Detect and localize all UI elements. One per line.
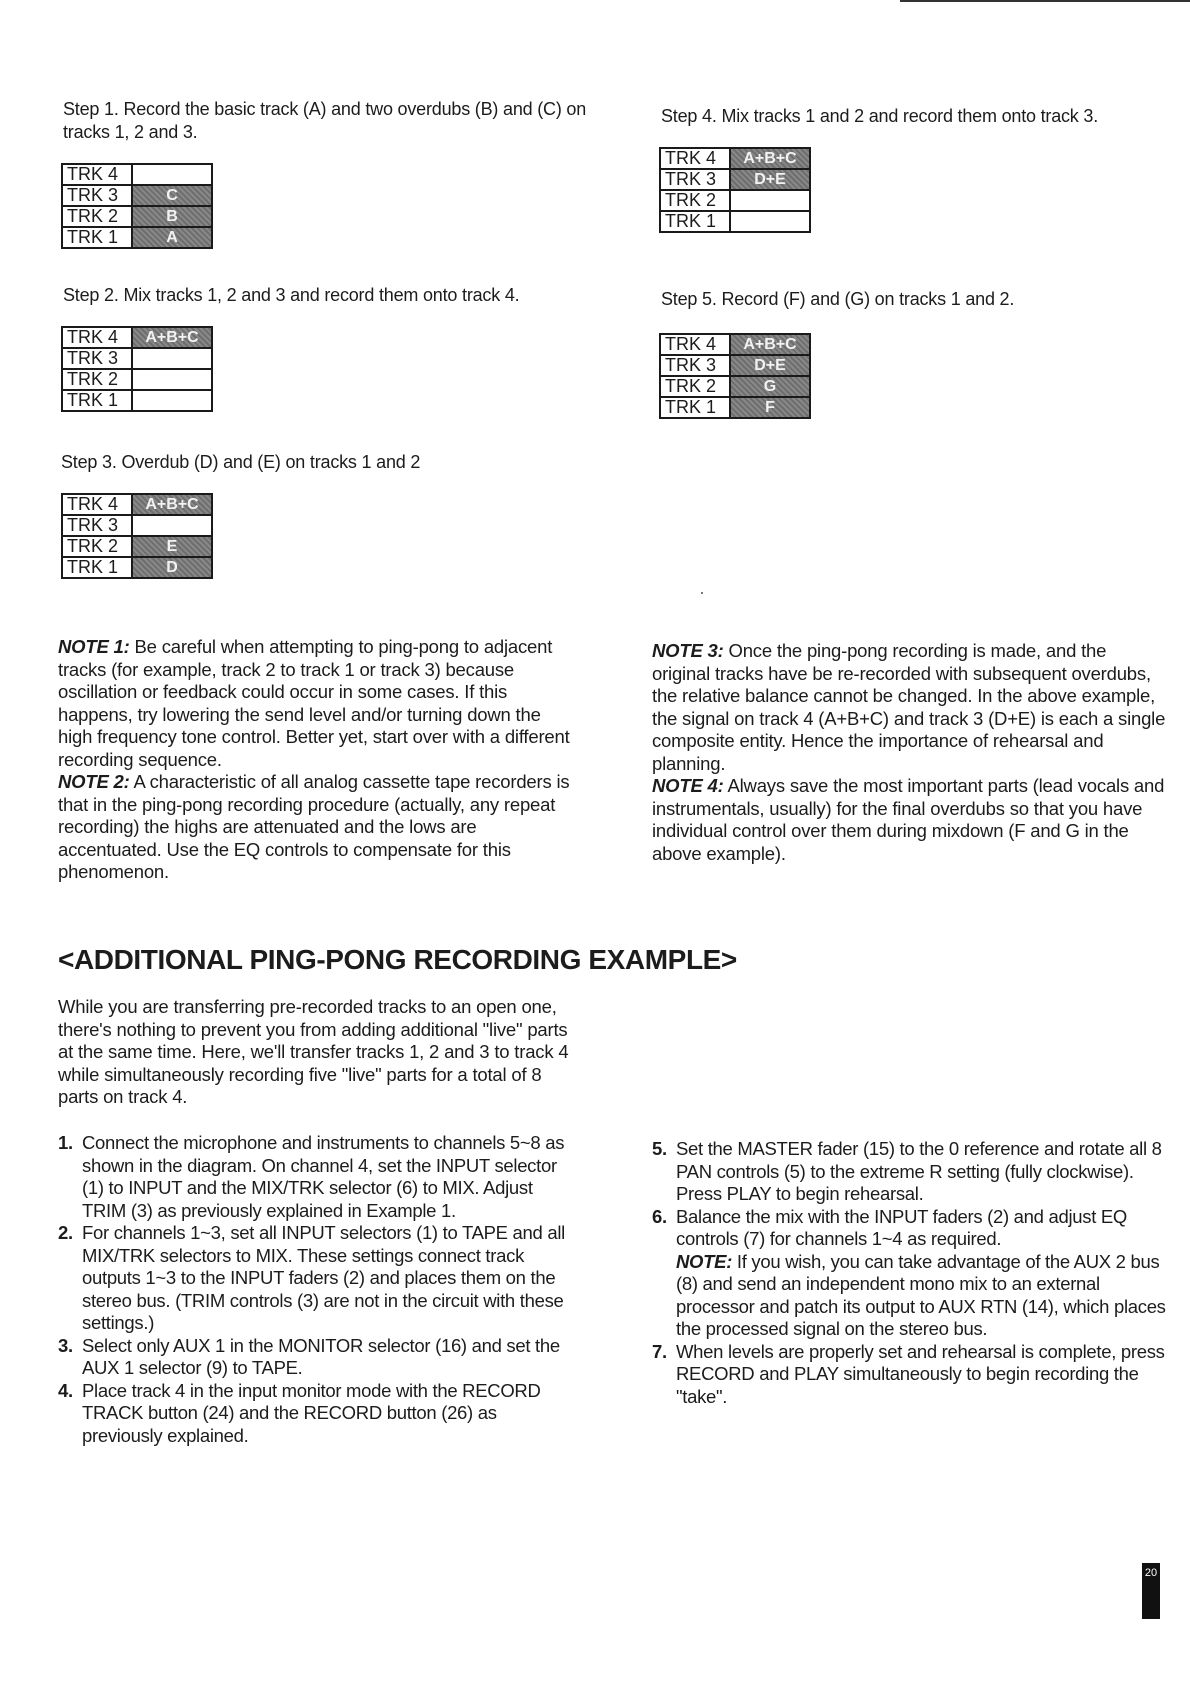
note-2-label: NOTE 2:: [58, 771, 130, 792]
item-text: Set the MASTER fader (15) to the 0 reference and rotate all 8 PAN controls (5) to the extreme R setting (fully clockwise). Press PLAY to begin rehearsal.: [676, 1138, 1162, 1204]
track-label: TRK 3: [62, 515, 132, 536]
track-4-content: A+B+C: [132, 327, 212, 348]
section-heading: <ADDITIONAL PING-PONG RECORDING EXAMPLE>: [58, 944, 737, 975]
list-item: [652, 1138, 1167, 1206]
page-number: 20: [1142, 1563, 1160, 1619]
track-3-content: D+E: [730, 355, 810, 376]
notes-right: [652, 640, 1167, 865]
list-item: [58, 1132, 573, 1222]
step-2-caption: Step 2. Mix tracks 1, 2 and 3 and record them onto track 4.: [63, 285, 520, 305]
track-label: TRK 1: [660, 211, 730, 232]
track-1-content: [730, 211, 810, 232]
track-diagram-step-1: [61, 163, 213, 249]
speck: [701, 592, 703, 594]
list-item: [58, 1335, 573, 1380]
track-2-content: [132, 369, 212, 390]
track-label: TRK 4: [660, 148, 730, 169]
list-item: [652, 1206, 1167, 1341]
item-text: Select only AUX 1 in the MONITOR selector (16) and set the AUX 1 selector (9) to TAPE.: [82, 1334, 560, 1378]
track-diagram-step-2: [61, 326, 213, 412]
track-label: TRK 4: [62, 494, 132, 515]
item-number: 4.: [58, 1379, 73, 1401]
list-item: [58, 1222, 573, 1335]
track-label: TRK 3: [62, 185, 132, 206]
item-note-label: NOTE:: [676, 1250, 733, 1272]
track-3-content: [132, 515, 212, 536]
track-3-content: C: [132, 185, 212, 206]
item-text: Place track 4 in the input monitor mode with the RECORD TRACK button (24) and the RECORD button (26) as previously explained.: [82, 1379, 541, 1446]
item-number: 3.: [58, 1334, 73, 1356]
instructions-right: [652, 1138, 1167, 1408]
track-1-content: D: [132, 557, 212, 578]
track-2-content: E: [132, 536, 212, 557]
item-text: When levels are properly set and rehearsal is complete, press RECORD and PLAY simultaneously to begin recording the "take".: [676, 1340, 1165, 1407]
track-1-content: A: [132, 227, 212, 248]
note-1-label: NOTE 1:: [58, 636, 130, 657]
item-number: 1.: [58, 1132, 73, 1153]
intro-paragraph: While you are transferring pre-recorded tracks to an open one, there's nothing to prevent you from adding additional "live" parts at the same time. Here, we'll transfer tracks 1, 2 and 3 to track 4 while simultaneously recording five "live" parts for a total of 8 parts on track 4.: [58, 996, 569, 1107]
item-text: Connect the microphone and instruments to channels 5~8 as shown in the diagram. On channel 4, set the INPUT selector (1) to INPUT and the MIX/TRK selector (6) to MIX. Adjust TRIM (3) as previously explained in Example 1.: [82, 1132, 565, 1221]
item-note: [676, 1251, 1166, 1340]
list-item: [652, 1341, 1167, 1409]
note-1-text: Be careful when attempting to ping-pong to adjacent tracks (for example, track 2 to track 1 or track 3) because oscillation or feedback could occur in some cases. If this happens, try lowering the send level and/or turning down the high frequency tone control. Better yet, start over with a different recording sequence.: [58, 636, 570, 770]
track-label: TRK 3: [660, 169, 730, 190]
note-2: [58, 771, 573, 884]
track-label: TRK 4: [660, 334, 730, 355]
step-1-caption: Step 1. Record the basic track (A) and two overdubs (B) and (C) on tracks 1, 2 and 3.: [63, 99, 587, 142]
item-number: 7.: [652, 1340, 667, 1362]
track-diagram-step-4: [659, 147, 811, 233]
top-rule: [900, 0, 1190, 2]
track-label: TRK 2: [62, 536, 132, 557]
note-1: [58, 636, 573, 771]
item-number: 5.: [652, 1138, 667, 1159]
track-label: TRK 2: [62, 369, 132, 390]
track-3-content: [132, 348, 212, 369]
note-4: [652, 775, 1167, 865]
track-2-content: B: [132, 206, 212, 227]
list-item: [58, 1380, 573, 1448]
track-4-content: A+B+C: [730, 148, 810, 169]
track-label: TRK 2: [660, 190, 730, 211]
track-4-content: A+B+C: [730, 334, 810, 355]
track-label: TRK 3: [62, 348, 132, 369]
item-number: 6.: [652, 1205, 667, 1227]
step-4-caption: Step 4. Mix tracks 1 and 2 and record them onto track 3.: [661, 106, 1099, 126]
track-label: TRK 2: [660, 376, 730, 397]
item-note-text: If you wish, you can take advantage of the AUX 2 bus (8) and send an independent mono mix to an external processor and patch its output to AUX RTN (14), which places the processed signal on the stereo bus.: [676, 1250, 1166, 1339]
step-3-caption: Step 3. Overdub (D) and (E) on tracks 1 and 2: [61, 452, 421, 472]
track-label: TRK 4: [62, 164, 132, 185]
note-4-text: Always save the most important parts (lead vocals and instrumentals, usually) for the final overdubs so that you have individual control over them during mixdown (F and G in the above example).: [652, 775, 1165, 864]
track-diagram-step-5: [659, 333, 811, 419]
note-2-text: A characteristic of all analog cassette tape recorders is that in the ping-pong recording procedure (actually, any repeat recording) the highs are attenuated and the lows are accentuated. Use the EQ controls to compensate for this phenomenon.: [58, 771, 570, 882]
note-3: [652, 640, 1167, 775]
track-label: TRK 1: [62, 227, 132, 248]
track-2-content: [730, 190, 810, 211]
track-3-content: D+E: [730, 169, 810, 190]
track-diagram-step-3: [61, 493, 213, 579]
track-1-content: [132, 390, 212, 411]
item-text: Balance the mix with the INPUT faders (2) and adjust EQ controls (7) for channels 1~4 as required.: [676, 1205, 1128, 1249]
item-number: 2.: [58, 1222, 73, 1243]
notes-left: [58, 636, 573, 884]
note-4-label: NOTE 4:: [652, 775, 724, 796]
track-4-content: [132, 164, 212, 185]
track-label: TRK 4: [62, 327, 132, 348]
item-text: For channels 1~3, set all INPUT selectors (1) to TAPE and all MIX/TRK selectors to MIX. These settings connect track outputs 1~3 to the INPUT faders (2) and places them on the stereo bus. (TRIM controls (3) are not in the circuit with these settings.): [82, 1222, 565, 1333]
note-3-label: NOTE 3:: [652, 640, 724, 661]
instructions-left: [58, 1132, 573, 1447]
track-2-content: G: [730, 376, 810, 397]
track-1-content: F: [730, 397, 810, 418]
track-label: TRK 1: [660, 397, 730, 418]
track-4-content: A+B+C: [132, 494, 212, 515]
track-label: TRK 1: [62, 557, 132, 578]
track-label: TRK 2: [62, 206, 132, 227]
note-3-text: Once the ping-pong recording is made, and the original tracks have be re-recorded with subsequent overdubs, the relative balance cannot be changed. In the above example, the signal on track 4 (A+B+C) and track 3 (D+E) is each a single composite entity. Hence the importance of rehearsal and planning.: [652, 640, 1166, 774]
track-label: TRK 1: [62, 390, 132, 411]
track-label: TRK 3: [660, 355, 730, 376]
step-5-caption: Step 5. Record (F) and (G) on tracks 1 and 2.: [661, 289, 1015, 309]
